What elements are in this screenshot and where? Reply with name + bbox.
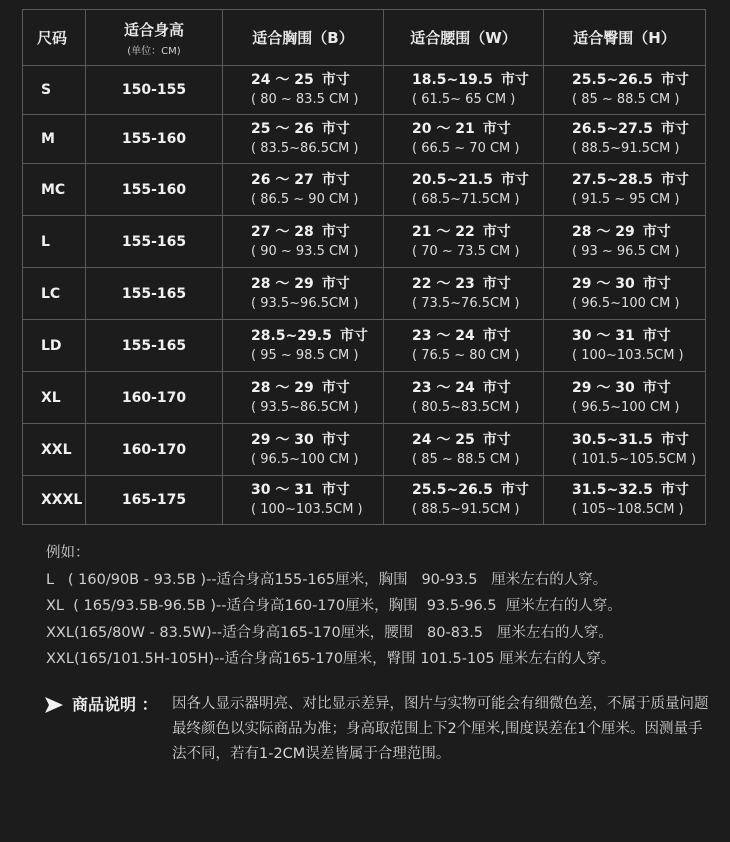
hip-cm-value: ( 105~108.5CM ) [572, 502, 684, 517]
hip-cell [544, 216, 706, 268]
header-height-unit: (单位：CM) [127, 45, 181, 57]
waist-cun-value: 23 ～ 24 [412, 327, 475, 344]
note-title: 商品说明 ： [72, 695, 158, 714]
unit-label: 市寸 [482, 379, 511, 396]
bust-cell [223, 216, 384, 268]
hip-cun-line [572, 71, 705, 90]
hip-cun-line [572, 120, 705, 139]
hip-cun-line [572, 223, 705, 242]
unit-label: 市寸 [321, 379, 350, 396]
bust-cun-value: 25 ～ 26 [251, 121, 314, 137]
unit-label: 市寸 [642, 379, 671, 396]
unit-label: 市寸 [660, 482, 689, 498]
table-body [23, 66, 706, 525]
waist-cm-value: ( 68.5~71.5CM ) [412, 191, 520, 207]
height-cell: 160-170 [86, 424, 223, 476]
bust-cm-value: ( 80 ~ 83.5 CM ) [251, 92, 359, 107]
waist-cell [384, 476, 544, 525]
bust-cm-value: ( 90 ~ 93.5 CM ) [251, 243, 359, 259]
table-row [23, 320, 706, 372]
bust-cun-value: 26 ～ 27 [251, 171, 314, 188]
waist-cell [384, 320, 544, 372]
waist-cun-value: 24 ～ 25 [412, 431, 475, 448]
hip-cm-value: ( 93 ~ 96.5 CM ) [572, 243, 680, 259]
unit-label: 市寸 [642, 327, 671, 344]
waist-cm-value: ( 88.5~91.5CM ) [412, 502, 520, 517]
hip-cell [544, 268, 706, 320]
waist-cun-line [412, 223, 543, 242]
waist-cun-line [412, 171, 543, 190]
unit-label: 市寸 [642, 275, 671, 292]
bust-cell [223, 268, 384, 320]
table-row [23, 66, 706, 115]
unit-label: 市寸 [660, 171, 689, 188]
unit-label: 市寸 [482, 223, 511, 240]
table-row [23, 424, 706, 476]
waist-cell [384, 424, 544, 476]
hip-cm-value: ( 101.5~105.5CM ) [572, 451, 697, 467]
size-cell: LC [23, 268, 86, 320]
bust-cm-value: ( 86.5 ~ 90 CM ) [251, 191, 359, 207]
hip-cell [544, 320, 706, 372]
hip-cun-line [572, 431, 705, 450]
header-height-label: 适合身高 [123, 20, 184, 39]
bust-cun-value: 24 ～ 25 [251, 72, 314, 88]
header-waist: 适合腰围（W） [384, 10, 544, 66]
unit-label: 市寸 [321, 482, 350, 498]
unit-label: 市寸 [500, 72, 529, 88]
bust-cun-line [251, 71, 383, 90]
height-cell: 150-155 [86, 66, 223, 115]
bust-cell [223, 320, 384, 372]
waist-cun-line [412, 379, 543, 398]
size-cell: S [23, 66, 86, 115]
waist-cun-value: 20.5~21.5 [412, 171, 493, 188]
hip-cun-value: 25.5~26.5 [572, 72, 653, 88]
height-cell: 155-165 [86, 268, 223, 320]
bust-cell [223, 164, 384, 216]
table-row [23, 164, 706, 216]
waist-cun-value: 21 ～ 22 [412, 223, 475, 240]
table-row [23, 268, 706, 320]
hip-cun-line [572, 275, 705, 294]
unit-label: 市寸 [500, 482, 529, 498]
hip-cm-value: ( 100~103.5CM ) [572, 347, 684, 363]
hip-cell [544, 115, 706, 164]
bust-cun-line [251, 431, 383, 450]
hip-cm-value: ( 85 ~ 88.5 CM ) [572, 92, 680, 107]
example-line: XXL(165/80W - 83.5W)--适合身高165-170厘米，腰围 80-83.5 厘米左右的人穿。 [46, 624, 613, 641]
waist-cm-value: ( 66.5 ~ 70 CM ) [412, 141, 520, 156]
hip-cell [544, 66, 706, 115]
waist-cun-line [412, 481, 543, 500]
waist-cm-value: ( 61.5~ 65 CM ) [412, 92, 516, 107]
size-cell: LD [23, 320, 86, 372]
hip-cell [544, 372, 706, 424]
bust-cun-value: 28.5~29.5 [251, 327, 332, 344]
hip-cun-value: 27.5~28.5 [572, 171, 653, 188]
height-cell: 160-170 [86, 372, 223, 424]
bust-cell [223, 66, 384, 115]
hip-cun-value: 30.5~31.5 [572, 431, 653, 448]
examples-title: 例如： [46, 545, 90, 561]
bust-cm-value: ( 93.5~96.5CM ) [251, 295, 359, 311]
table-row [23, 476, 706, 525]
waist-cm-value: ( 80.5~83.5CM ) [412, 399, 520, 415]
bust-cun-value: 27 ～ 28 [251, 223, 314, 240]
examples [46, 540, 622, 673]
table-row [23, 115, 706, 164]
hip-cell [544, 164, 706, 216]
header-hip: 适合臀围（H） [544, 10, 706, 66]
waist-cm-value: ( 85 ~ 88.5 CM ) [412, 451, 520, 467]
waist-cell [384, 66, 544, 115]
bust-cun-line [251, 171, 383, 190]
hip-cm-value: ( 88.5~91.5CM ) [572, 141, 680, 156]
hip-cm-value: ( 91.5 ~ 95 CM ) [572, 191, 680, 207]
bust-cun-line [251, 327, 383, 346]
waist-cell [384, 268, 544, 320]
size-cell: L [23, 216, 86, 268]
unit-label: 市寸 [321, 275, 350, 292]
unit-label: 市寸 [339, 327, 368, 344]
hip-cell [544, 424, 706, 476]
waist-cun-value: 22 ～ 23 [412, 275, 475, 292]
waist-cun-value: 18.5~19.5 [412, 72, 493, 88]
table-header-row [23, 10, 706, 66]
bust-cun-value: 28 ～ 29 [251, 275, 314, 292]
unit-label: 市寸 [482, 431, 511, 448]
hip-cun-value: 28 ～ 29 [572, 223, 635, 240]
size-cell: MC [23, 164, 86, 216]
hip-cun-value: 31.5~32.5 [572, 482, 653, 498]
waist-cell [384, 164, 544, 216]
bust-cun-line [251, 379, 383, 398]
hip-cun-value: 26.5~27.5 [572, 121, 653, 137]
unit-label: 市寸 [321, 431, 350, 448]
size-cell: XL [23, 372, 86, 424]
unit-label: 市寸 [321, 223, 350, 240]
unit-label: 市寸 [321, 121, 350, 137]
hip-cun-value: 29 ～ 30 [572, 275, 635, 292]
waist-cm-value: ( 76.5 ~ 80 CM ) [412, 347, 520, 363]
hip-cm-value: ( 96.5~100 CM ) [572, 399, 680, 415]
note-text: 因各人显示器明亮、对比显示差异，图片与实物可能会有细微色差，不属于质量问题最终颜色以实际商品为准；身高取范围上下2个厘米,围度误差在1个厘米。因测量手法不同，若有1-2CM误差皆属于合理范围。 [172, 696, 709, 762]
waist-cun-value: 23 ～ 24 [412, 379, 475, 396]
hip-cm-value: ( 96.5~100 CM ) [572, 295, 680, 311]
hip-cun-value: 30 ～ 31 [572, 327, 635, 344]
unit-label: 市寸 [660, 72, 689, 88]
bust-cm-value: ( 96.5~100 CM ) [251, 451, 359, 467]
unit-label: 市寸 [482, 327, 511, 344]
size-cell: M [23, 115, 86, 164]
table-row [23, 216, 706, 268]
unit-label: 市寸 [482, 121, 511, 137]
waist-cell [384, 372, 544, 424]
unit-label: 市寸 [321, 171, 350, 188]
hip-cun-line [572, 327, 705, 346]
bust-cun-value: 30 ～ 31 [251, 482, 314, 498]
arrow-icon [44, 696, 64, 714]
example-line: L ( 160/90B - 93.5B )--适合身高155-165厘米，胸围 90-93.5 厘米左右的人穿。 [46, 571, 608, 588]
waist-cun-line [412, 71, 543, 90]
hip-cun-value: 29 ～ 30 [572, 379, 635, 396]
unit-label: 市寸 [500, 171, 529, 188]
hip-cun-line [572, 379, 705, 398]
header-height [86, 10, 223, 66]
height-cell: 165-175 [86, 476, 223, 525]
bust-cell [223, 424, 384, 476]
hip-cell [544, 476, 706, 525]
height-cell: 155-160 [86, 164, 223, 216]
height-cell: 155-165 [86, 320, 223, 372]
hip-cun-line [572, 171, 705, 190]
unit-label: 市寸 [642, 223, 671, 240]
example-line: XXL(165/101.5H-105H)--适合身高165-170厘米，臀围 101.5-105 厘米左右的人穿。 [46, 651, 616, 667]
height-cell: 155-165 [86, 216, 223, 268]
bust-cun-value: 28 ～ 29 [251, 379, 314, 396]
waist-cun-line [412, 120, 543, 139]
waist-cun-line [412, 327, 543, 346]
table-row [23, 372, 706, 424]
waist-cm-value: ( 70 ~ 73.5 CM ) [412, 243, 520, 259]
header-bust: 适合胸围（B） [223, 10, 384, 66]
waist-cell [384, 216, 544, 268]
bust-cell [223, 476, 384, 525]
bust-cun-line [251, 275, 383, 294]
bust-cm-value: ( 95 ~ 98.5 CM ) [251, 347, 359, 363]
example-line: XL ( 165/93.5B-96.5B )--适合身高160-170厘米，胸围 93.5-96.5 厘米左右的人穿。 [46, 598, 622, 614]
waist-cun-value: 25.5~26.5 [412, 482, 493, 498]
unit-label: 市寸 [660, 431, 689, 448]
bust-cun-value: 29 ～ 30 [251, 431, 314, 448]
unit-label: 市寸 [482, 275, 511, 292]
waist-cell [384, 115, 544, 164]
bust-cun-line [251, 223, 383, 242]
bust-cun-line [251, 481, 383, 500]
hip-cun-line [572, 481, 705, 500]
waist-cm-value: ( 73.5~76.5CM ) [412, 295, 520, 311]
bust-cm-value: ( 93.5~86.5CM ) [251, 399, 359, 415]
waist-cun-value: 20 ～ 21 [412, 121, 475, 137]
header-size: 尺码 [23, 10, 86, 66]
size-cell: XXXL [23, 476, 86, 525]
waist-cun-line [412, 275, 543, 294]
bust-cm-value: ( 83.5~86.5CM ) [251, 141, 359, 156]
unit-label: 市寸 [660, 121, 689, 137]
bust-cell [223, 115, 384, 164]
height-cell: 155-160 [86, 115, 223, 164]
size-table [22, 9, 706, 525]
bust-cun-line [251, 120, 383, 139]
unit-label: 市寸 [321, 72, 350, 88]
waist-cun-line [412, 431, 543, 450]
size-cell: XXL [23, 424, 86, 476]
bust-cm-value: ( 100~103.5CM ) [251, 502, 363, 517]
bust-cell [223, 372, 384, 424]
